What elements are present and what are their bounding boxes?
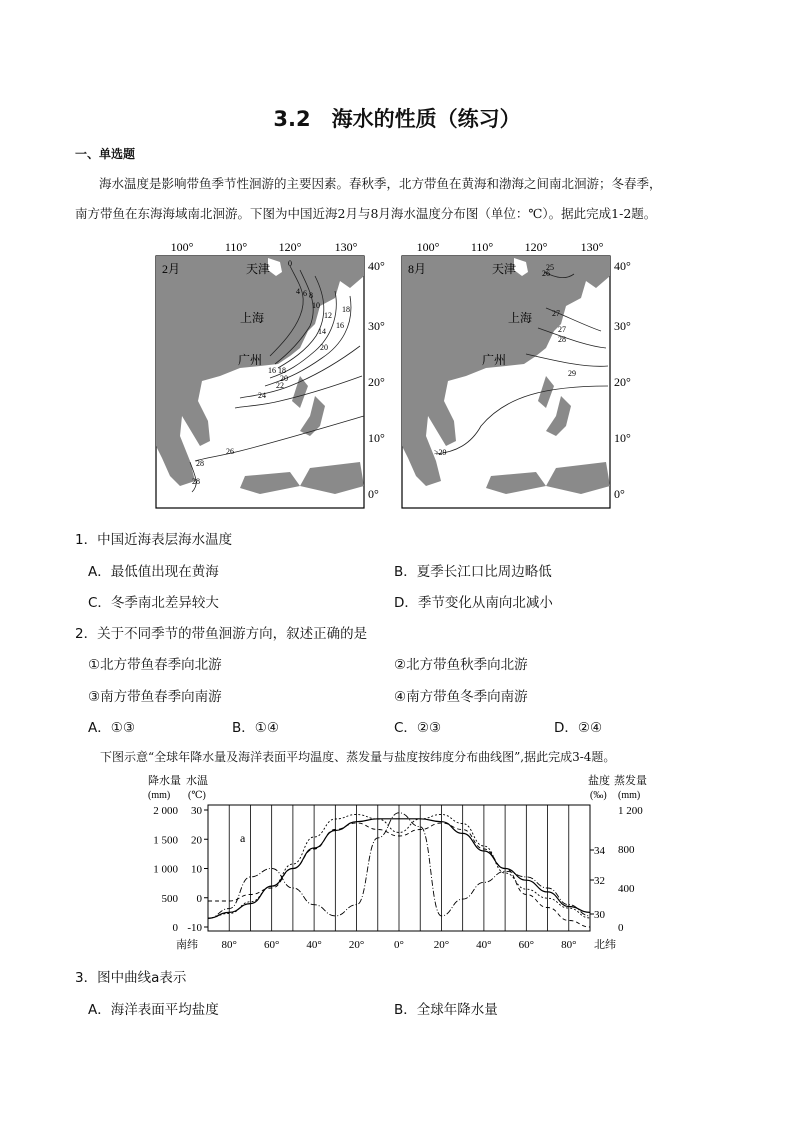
lat-label: 20° [614, 375, 631, 389]
q1-option-d[interactable]: D．季节变化从南向北减小 [394, 595, 553, 611]
sea-temperature-maps [150, 236, 650, 514]
vertical-gridlines [229, 805, 569, 931]
x-tick: 80° [221, 939, 237, 951]
q1-option-c[interactable]: C．冬季南北差异较大 [88, 595, 219, 611]
svg-text:29: 29 [568, 369, 576, 378]
lat-label: 20° [368, 375, 385, 389]
question-2-stem: 2．关于不同季节的带鱼洄游方向，叙述正确的是 [75, 626, 368, 642]
svg-text:4: 4 [296, 287, 300, 296]
lat-label: 0° [368, 487, 379, 501]
month-label: 2月 [162, 262, 181, 276]
temp-tick: 30 [191, 805, 202, 817]
evap-tick: 800 [618, 844, 635, 856]
svg-text:>29: >29 [434, 448, 447, 457]
evap-axis-label: 蒸发量 [614, 775, 647, 787]
map-february [156, 240, 385, 508]
section-heading: 一、单选题 [75, 147, 136, 161]
q2-option-c[interactable]: C．②③ [394, 720, 442, 736]
place-label: 上海 [508, 311, 533, 325]
svg-text:8: 8 [309, 291, 313, 300]
intro-paragraph [75, 169, 725, 229]
intro-line-1: 海水温度是影响带鱼季节性洄游的主要因素。春秋季，北方带鱼在黄海和渤海之间南北洄游；冬春季， [99, 176, 662, 191]
svg-text:14: 14 [318, 327, 326, 336]
svg-text:20: 20 [320, 343, 328, 352]
svg-text:26: 26 [542, 269, 550, 278]
q2-statement-1: ①北方带鱼春季向北游 [88, 657, 222, 673]
precip-tick: 2 000 [153, 805, 178, 817]
svg-text:27: 27 [552, 309, 560, 318]
x-tick: 20° [348, 939, 365, 951]
svg-text:20: 20 [280, 374, 288, 383]
q3-option-b[interactable]: B．全球年降水量 [394, 1002, 498, 1018]
precip-tick: 0 [172, 922, 178, 934]
temp-axis-label: 水温 [186, 775, 208, 787]
x-tick: 0° [394, 939, 404, 951]
lon-label: 100° [416, 240, 440, 254]
place-label: 天津 [492, 262, 517, 276]
place-label: 广州 [238, 353, 263, 367]
evap-tick: 400 [618, 883, 635, 895]
lat-label: 30° [614, 319, 631, 333]
precip-tick: 500 [161, 892, 178, 905]
map-august [402, 240, 631, 508]
salinity-tick: 34 [594, 845, 605, 857]
lat-label: 40° [614, 259, 631, 273]
month-label: 8月 [408, 262, 427, 276]
svg-text:28: 28 [558, 335, 566, 344]
axis-ticks [153, 805, 643, 951]
evap-axis-unit: (mm) [618, 790, 641, 801]
svg-text:22: 22 [276, 381, 284, 390]
place-label: 天津 [246, 262, 271, 276]
q3-option-a[interactable]: A．海洋表面平均盐度 [88, 1002, 219, 1018]
salinity-axis-unit: (‰) [590, 790, 607, 801]
page-title: 3.2 海水的性质（练习） [273, 107, 521, 131]
precip-axis-label: 降水量 [148, 775, 181, 787]
svg-text:16: 16 [336, 321, 344, 330]
temp-tick: 10 [191, 863, 202, 876]
precip-tick: 1 500 [153, 834, 178, 847]
svg-text:10: 10 [312, 301, 320, 310]
q2-option-b[interactable]: B．①④ [232, 720, 279, 736]
q1-option-b[interactable]: B．夏季长江口比周边略低 [394, 564, 552, 580]
svg-text:27: 27 [558, 325, 566, 334]
lon-label: 120° [278, 240, 302, 254]
curve-a-label: a [240, 831, 246, 845]
q2-statement-2: ②北方带鱼秋季向北游 [394, 657, 528, 673]
x-tick: 40° [306, 939, 322, 951]
question-3-stem: 3．图中曲线a表示 [75, 970, 187, 986]
evap-tick: 1 200 [618, 805, 643, 817]
q1-option-a[interactable]: A．最低值出现在黄海 [88, 564, 219, 580]
lat-label: 40° [368, 259, 385, 273]
temp-axis-unit: (℃) [188, 790, 206, 801]
x-tick: 80° [561, 939, 577, 951]
intro-2: 下图示意“全球年降水量及海洋表面平均温度、蒸发量与盐度按纬度分布曲线图”,据此完成3-4题。 [100, 750, 616, 764]
lat-label: 30° [368, 319, 385, 333]
svg-text:18: 18 [278, 366, 286, 375]
svg-text:18: 18 [342, 305, 350, 314]
svg-text:16: 16 [268, 366, 276, 375]
svg-text:25: 25 [546, 263, 554, 272]
lat-label: 10° [614, 431, 631, 445]
svg-text:0: 0 [288, 259, 292, 268]
intro-line-2: 南方带鱼在东海海域南北洄游。下图为中国近海2月与8月海水温度分布图（单位：℃）。据此完成1-2题。 [75, 206, 657, 221]
x-tick: 60° [263, 939, 280, 951]
salinity-tick: 32 [594, 875, 605, 887]
temp-tick: 0 [196, 892, 202, 905]
latitude-distribution-chart [140, 772, 650, 954]
precip-axis-unit: (mm) [148, 790, 171, 801]
place-label: 广州 [482, 353, 507, 367]
x-right-label: 北纬 [594, 939, 616, 951]
svg-text:26: 26 [226, 447, 234, 456]
svg-text:24: 24 [258, 391, 266, 400]
svg-text:6: 6 [303, 289, 307, 298]
lon-label: 110° [470, 240, 494, 254]
question-1-stem: 1．中国近海表层海水温度 [75, 532, 233, 548]
temp-tick: -10 [187, 922, 202, 934]
x-tick: 20° [433, 939, 450, 951]
x-tick: 60° [518, 939, 535, 951]
lat-label: 0° [614, 487, 625, 501]
q2-option-d[interactable]: D．②④ [554, 720, 603, 736]
lat-label: 10° [368, 431, 385, 445]
salinity-axis-label: 盐度 [588, 775, 610, 787]
x-tick: 40° [476, 939, 492, 951]
lon-label: 130° [580, 240, 604, 254]
q2-statement-4: ④南方带鱼冬季向南游 [394, 689, 528, 705]
evap-tick: 0 [618, 922, 624, 934]
temp-tick: 20 [191, 834, 202, 847]
lon-label: 120° [524, 240, 548, 254]
svg-text:12: 12 [324, 311, 332, 320]
q2-option-a[interactable]: A．①③ [88, 720, 135, 736]
lon-label: 130° [334, 240, 358, 254]
q2-statement-3: ③南方带鱼春季向南游 [88, 689, 222, 705]
svg-text:28: 28 [192, 477, 200, 486]
svg-text:28: 28 [196, 459, 204, 468]
place-label: 上海 [240, 311, 265, 325]
salinity-tick: 30 [594, 909, 605, 921]
x-left-label: 南纬 [176, 939, 198, 951]
precip-tick: 1 000 [153, 863, 178, 876]
lon-label: 100° [170, 240, 194, 254]
lon-label: 110° [224, 240, 248, 254]
